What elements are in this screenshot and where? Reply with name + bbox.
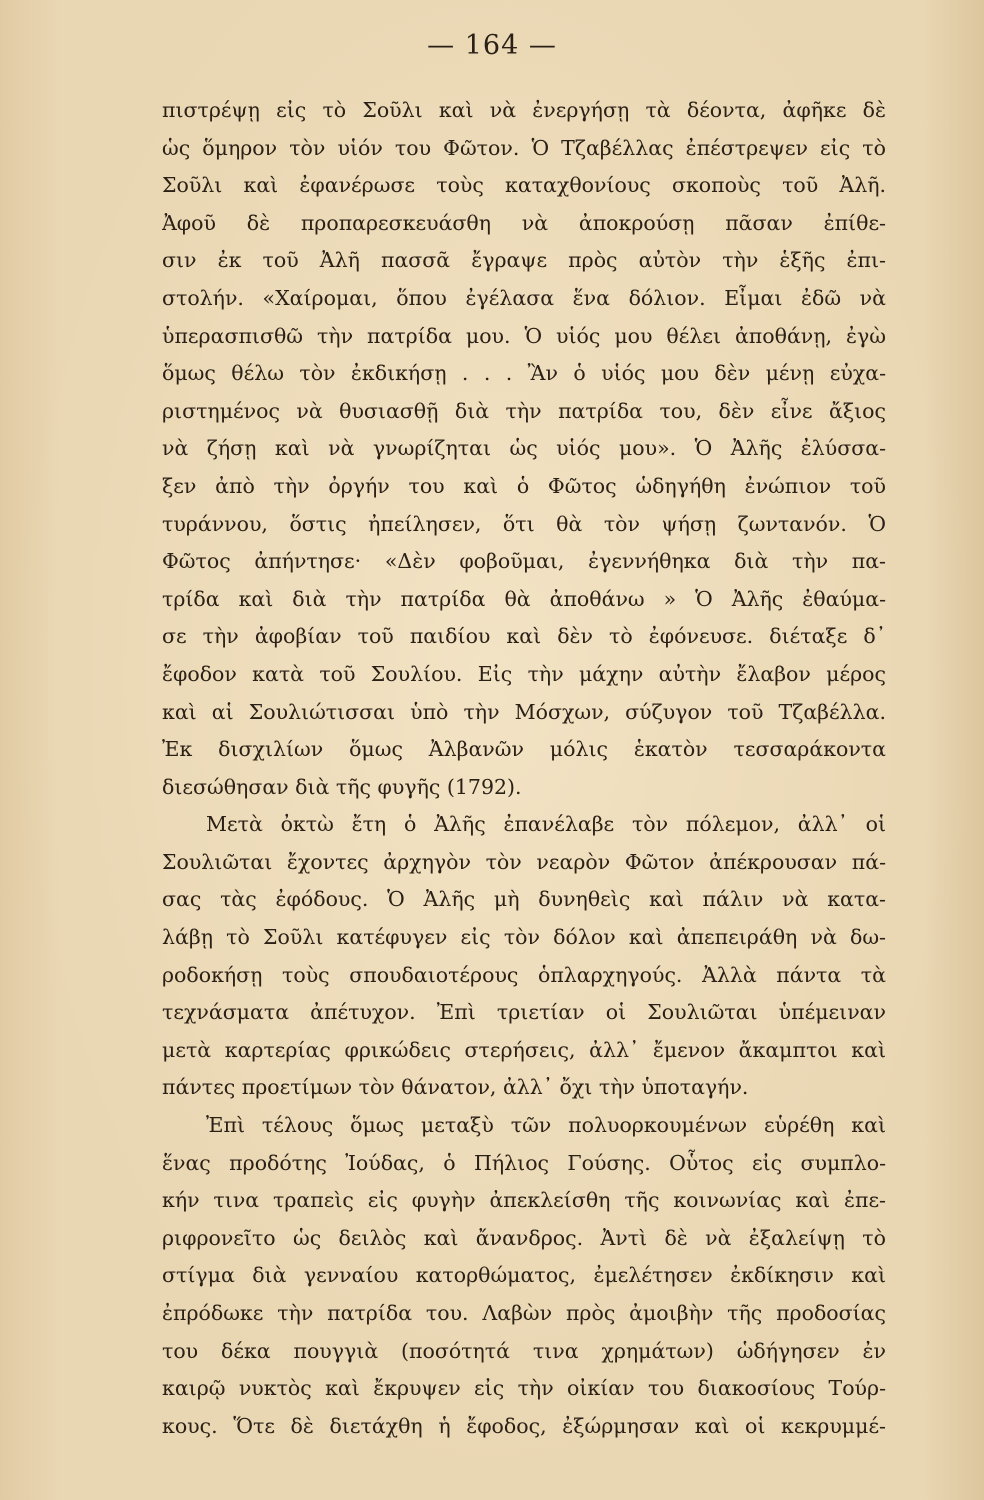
text-line: στολήν. «Χαίρομαι, ὅπου ἐγέλασα ἕνα δόλιον. Εἶμαι ἐδῶ νὰ [162, 285, 886, 310]
text-line: τυράννου, ὅστις ἠπείλησεν, ὅτι θὰ τὸν ψήσῃ ζωντανόν. Ὁ [162, 511, 886, 536]
text-line: ὡς ὅμηρον τὸν υἱόν του Φῶτον. Ὁ Τζαβέλλας ἐπέστρεψεν εἰς τὸ [162, 135, 886, 160]
text-line: κους. Ὅτε δὲ διετάχθη ἡ ἔφοδος, ἐξώρμησαν καὶ οἱ κεκρυμμέ- [162, 1413, 886, 1438]
text-line: καὶ αἱ Σουλιώτισσαι ὑπὸ τὴν Μόσχων, σύζυγον τοῦ Τζαβέλλα. [162, 699, 886, 724]
text-line: μετὰ καρτερίας φρικώδεις στερήσεις, ἀλλ᾽ ἔμενον ἄκαμπτοι καὶ [162, 1037, 886, 1062]
text-line: ὑπερασπισθῶ τὴν πατρίδα μου. Ὁ υἱός μου θέλει ἀποθάνῃ, ἐγὼ [162, 323, 886, 348]
text-line: του δέκα πουγγιὰ (ποσότητά τινα χρημάτων) ὡδήγησεν ἐν [162, 1338, 886, 1363]
paragraph [162, 92, 886, 806]
text-line: ριστημένος νὰ θυσιασθῇ διὰ τὴν πατρίδα του, δὲν εἶνε ἄξιος [162, 398, 886, 423]
text-line: Ἀφοῦ δὲ προπαρεσκευάσθη νὰ ἀποκρούσῃ πᾶσαν ἐπίθε- [162, 210, 886, 235]
text-line: Σοῦλι καὶ ἐφανέρωσε τοὺς καταχθονίους σκοποὺς τοῦ Ἀλῆ. [162, 173, 886, 198]
text-line: σας τὰς ἐφόδους. Ὁ Ἀλῆς μὴ δυνηθεὶς καὶ πάλιν νὰ κατα- [162, 887, 886, 912]
text-line: ριφρονεῖτο ὡς δειλὸς καὶ ἄνανδρος. Ἀντὶ δὲ νὰ ἐξαλείψῃ τὸ [162, 1225, 886, 1250]
paragraph [162, 1107, 886, 1445]
text-line: ἐπρόδωκε τὴν πατρίδα του. Λαβὼν πρὸς ἀμοιβὴν τῆς προδοσίας [162, 1301, 886, 1325]
text-line: ξεν ἀπὸ τὴν ὀργήν του καὶ ὁ Φῶτος ὡδηγήθη ἐνώπιον τοῦ [162, 473, 886, 498]
text-line: πάντες προετίμων τὸν θάνατον, ἀλλ᾽ ὄχι τὴν ὑποταγήν. [162, 1075, 749, 1100]
text-line: πιστρέψῃ εἰς τὸ Σοῦλι καὶ νὰ ἐνεργήσῃ τὰ δέοντα, ἀφῆκε δὲ [162, 98, 886, 122]
text-line: κήν τινα τραπεὶς εἰς φυγὴν ἀπεκλείσθη τῆς κοινωνίας καὶ ἐπε- [162, 1188, 886, 1213]
text-line: ἔφοδον κατὰ τοῦ Σουλίου. Εἰς τὴν μάχην αὐτὴν ἔλαβον μέρος [162, 661, 886, 686]
text-line: λάβῃ τὸ Σοῦλι κατέφυγεν εἰς τὸν δόλον καὶ ἀπεπειράθη νὰ δω- [162, 925, 886, 950]
body-text [162, 92, 886, 1445]
text-line: Ἐπὶ τέλους ὅμως μεταξὺ τῶν πολυορκουμένων εὑρέθη καὶ [206, 1113, 886, 1138]
paragraph [162, 806, 886, 1107]
text-line: νὰ ζήσῃ καὶ νὰ γνωρίζηται ὡς υἱός μου». Ὁ Ἀλῆς ἐλύσσα- [162, 436, 886, 461]
text-line: ροδοκήσῃ τοὺς σπουδαιοτέρους ὁπλαρχηγούς. Ἀλλὰ πάντα τὰ [162, 962, 886, 987]
text-line: τρίδα καὶ διὰ τὴν πατρίδα θὰ ἀποθάνω » Ὁ Ἀλῆς ἐθαύμα- [162, 586, 886, 611]
text-line: σε τὴν ἀφοβίαν τοῦ παιδίου καὶ δὲν τὸ ἐφόνευσε. διέταξε δ᾽ [162, 624, 886, 649]
text-line: Φῶτος ἀπήντησε· «Δὲν φοβοῦμαι, ἐγεννήθηκα διὰ τὴν πα- [162, 549, 886, 574]
text-line: Μετὰ ὀκτὼ ἔτη ὁ Ἀλῆς ἐπανέλαβε τὸν πόλεμον, ἀλλ᾽ οἱ [206, 812, 886, 837]
text-line: τεχνάσματα ἀπέτυχον. Ἐπὶ τριετίαν οἱ Σουλιῶται ὑπέμειναν [162, 1000, 886, 1025]
text-line: Ἐκ δισχιλίων ὅμως Ἀλβανῶν μόλις ἑκατὸν τεσσαράκοντα [162, 737, 886, 762]
text-line: Σουλιῶται ἔχοντες ἀρχηγὸν τὸν νεαρὸν Φῶτον ἀπέκρουσαν πά- [162, 849, 886, 874]
text-line: ἕνας προδότης Ἰούδας, ὁ Πήλιος Γούσης. Οὗτος εἰς συμπλο- [162, 1150, 886, 1175]
text-line: στίγμα διὰ γενναίου κατορθώματος, ἐμελέτησεν ἐκδίκησιν καὶ [162, 1263, 886, 1288]
text-line: ὅμως θέλω τὸν ἐκδικήσῃ . . . Ἂν ὁ υἱός μου δὲν μένῃ εὐχα- [162, 361, 886, 386]
text-line: καιρῷ νυκτὸς καὶ ἔκρυψεν εἰς τὴν οἰκίαν του διακοσίους Τούρ- [162, 1376, 886, 1401]
page-number: — 164 — [427, 30, 557, 61]
text-line: σιν ἐκ τοῦ Ἀλῆ πασσᾶ ἔγραψε πρὸς αὐτὸν τὴν ἑξῆς ἐπι- [162, 248, 886, 273]
text-line: διεσώθησαν διὰ τῆς φυγῆς (1792). [162, 774, 522, 799]
